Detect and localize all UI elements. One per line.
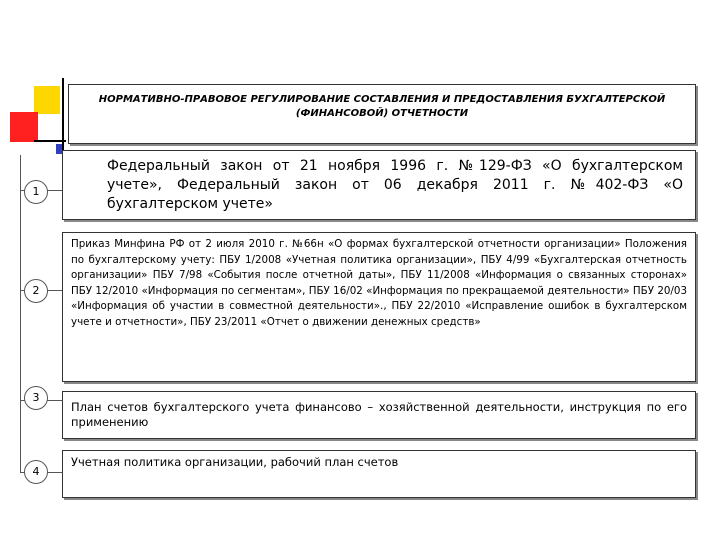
regulation-box-2 (62, 232, 696, 382)
item-number-1-label: 1 (32, 185, 40, 198)
item-number-3-label: 3 (32, 391, 40, 404)
regulation-text-3: План счетов бухгалтерского учета финансово – хозяйственной деятельности, инструкция по его применению (71, 400, 687, 429)
regulation-box-4 (62, 450, 696, 498)
item-number-2 (24, 279, 48, 303)
item-number-4-label: 4 (32, 465, 40, 478)
connector-vertical-line (20, 155, 21, 473)
item-number-4 (24, 460, 48, 484)
regulation-box-1 (62, 150, 696, 220)
item-number-2-label: 2 (32, 284, 40, 297)
accent-vertical-line (62, 78, 64, 158)
item-number-3 (24, 386, 48, 410)
regulation-text-4: Учетная политика организации, рабочий план счетов (71, 455, 399, 469)
regulation-box-3 (62, 391, 696, 439)
accent-horizontal-line (34, 140, 66, 142)
page-title: НОРМАТИВНО-ПРАВОВОЕ РЕГУЛИРОВАНИЕ СОСТАВЛЕНИЯ И ПРЕДОСТАВЛЕНИЯ БУХГАЛТЕРСКОЙ (ФИНАНСОВОЙ) ОТЧЕТНОСТИ (98, 94, 666, 119)
red-accent-square (10, 112, 38, 142)
yellow-accent-square (34, 86, 60, 114)
regulation-text-1: Федеральный закон от 21 ноября 1996 г. №129-ФЗ «О бухгалтерском учете», Федеральный закон от 06 декабря 2011 г. №402-ФЗ «О бухгалтерском учете» (107, 158, 683, 212)
regulation-text-2: Приказ Минфина РФ от 2 июля 2010 г. №66н «О формах бухгалтерской отчетности организации» Положения по бухгалтерскому учету: ПБУ 1/2008 «Учетная политика организации», ПБУ 4/99 «Бухгалтерская отчетность организации» ПБУ 7/98 «События после отчетной даты», ПБУ 11/2008 «Информация о связанных сторонах» ПБУ 12/2010 «Информация по сегментам», ПБУ 16/02 «Информация по прекращаемой деятельности» ПБУ 20/03 «Информация об участии в совместной деятельности»., ПБУ 22/2010 «Исправление ошибок в бухгалтерском учете и отчетности», ПБУ 23/2011 «Отчет о движении денежных средств» (71, 238, 687, 328)
page-title-box (68, 84, 696, 144)
item-number-1 (24, 180, 48, 204)
